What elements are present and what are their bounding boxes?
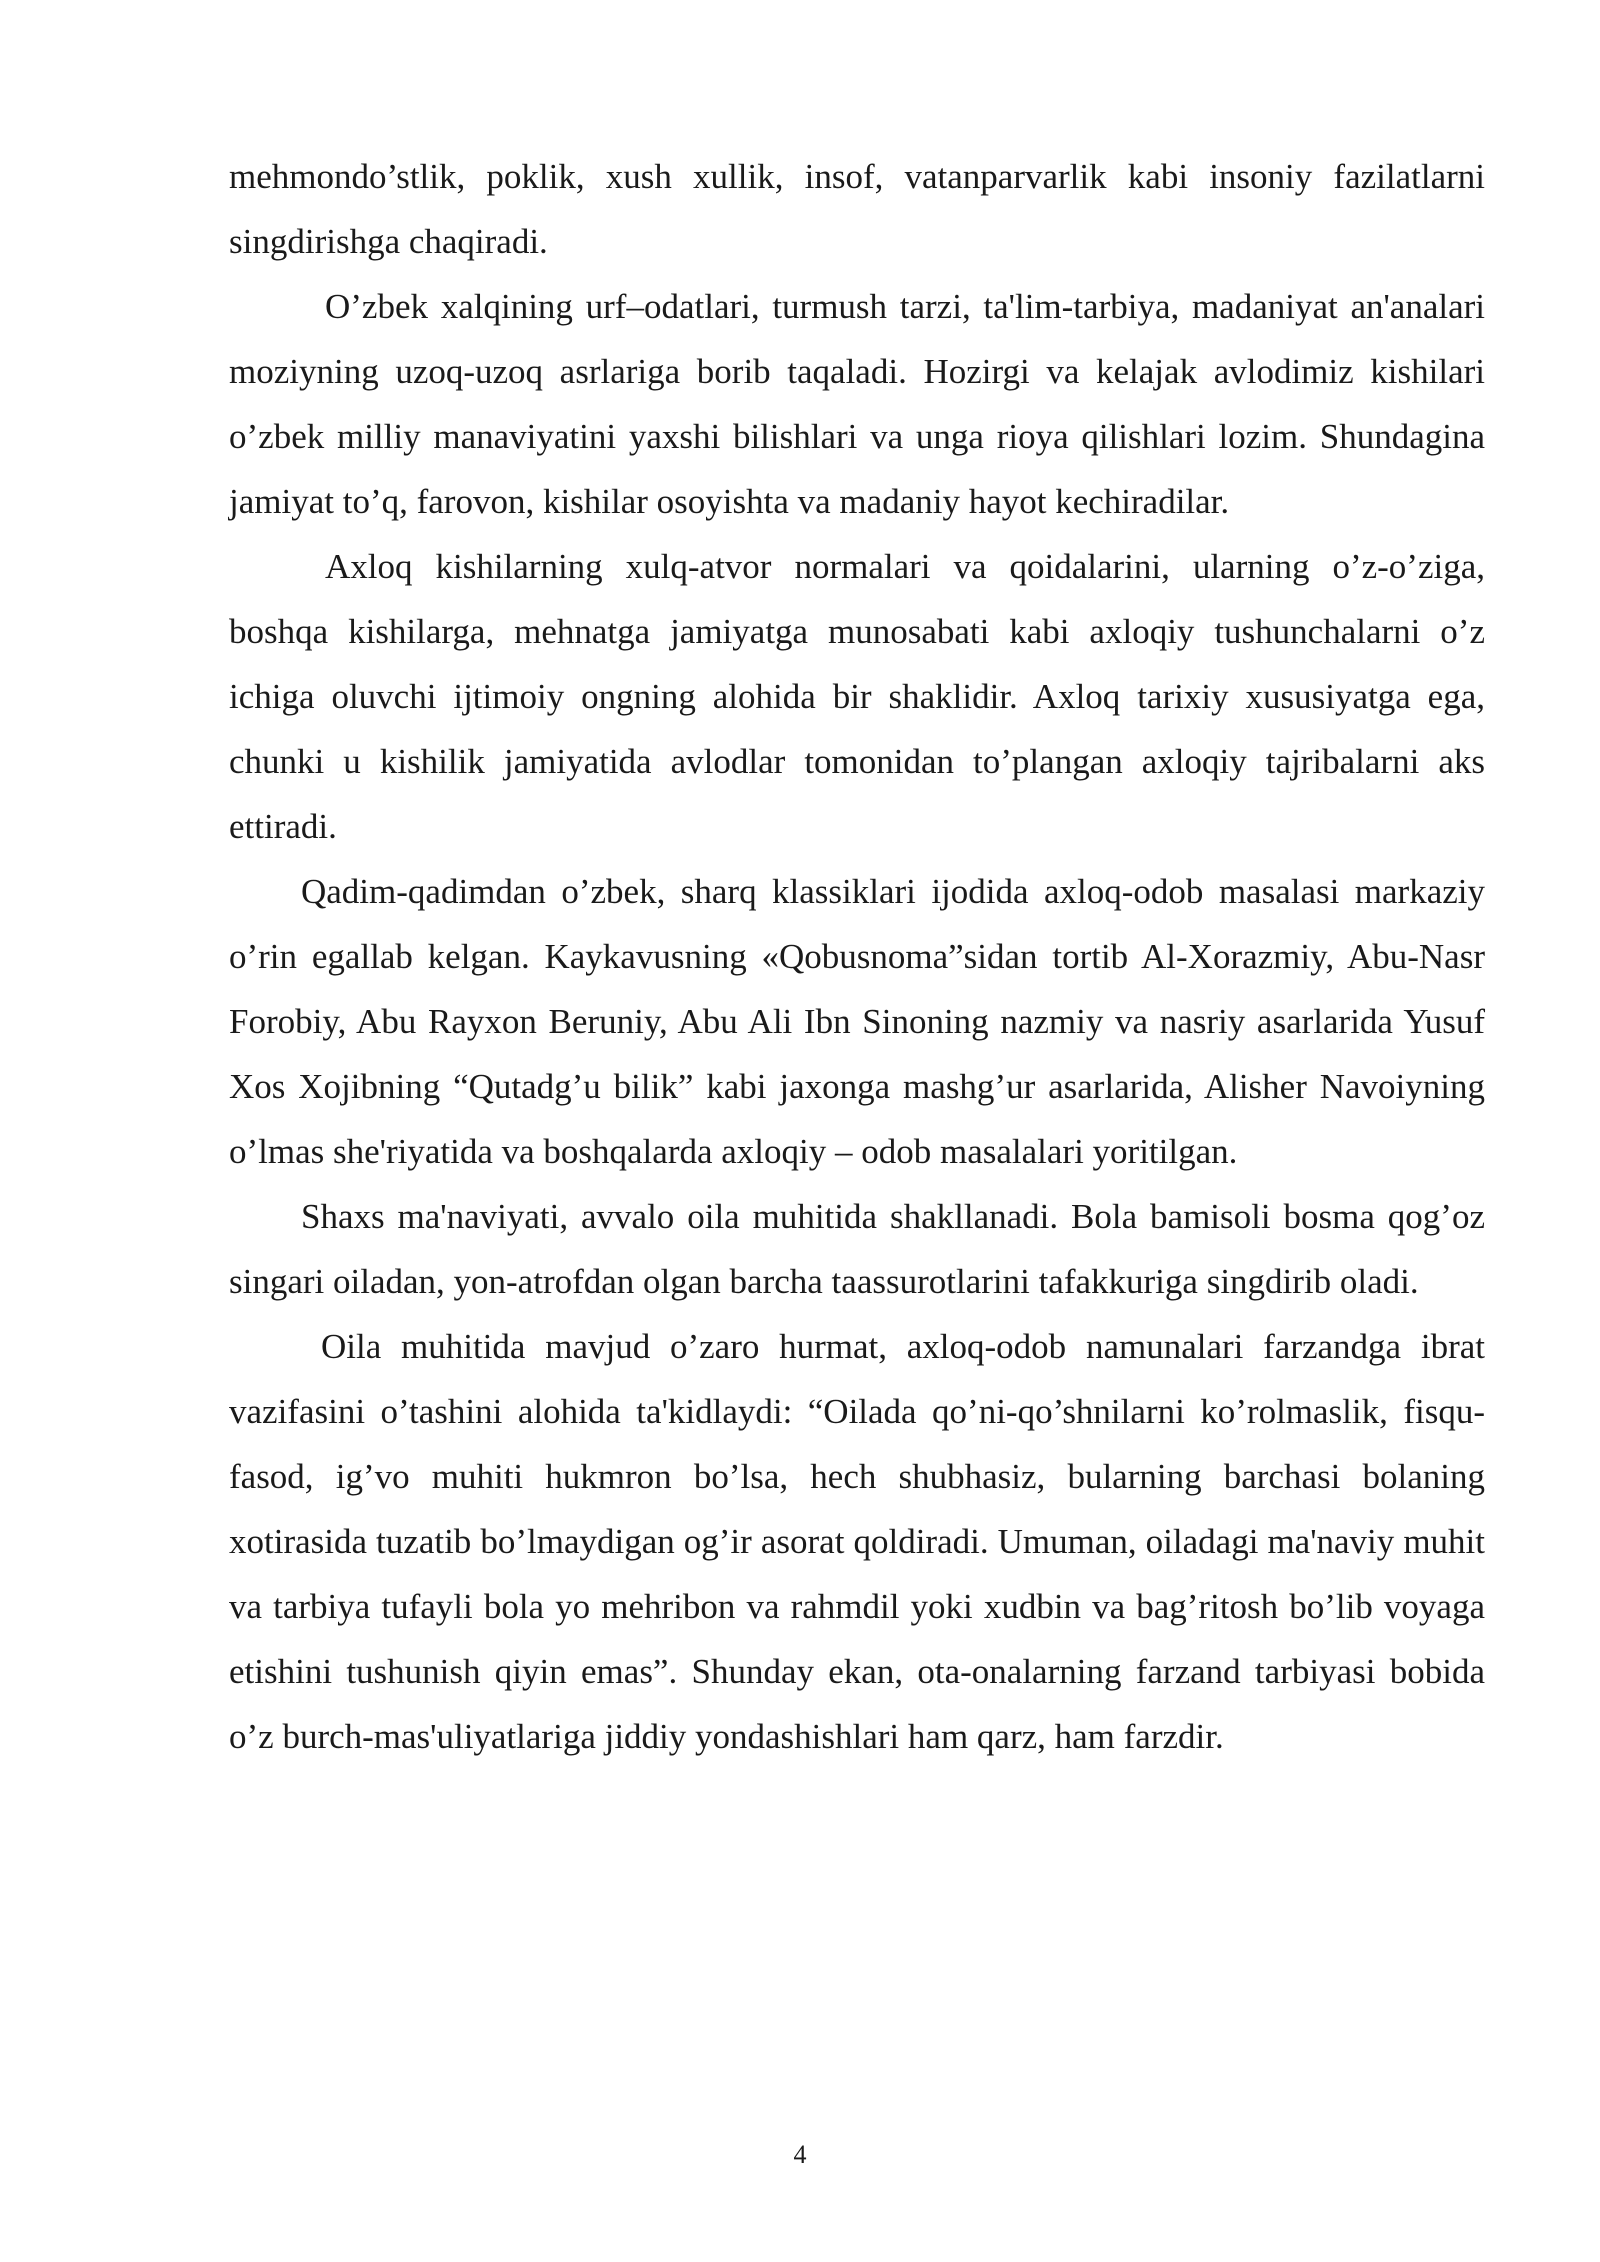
paragraph: Axloq kishilarning xulq-atvor normalari va qoidalarini, ularning o’z-o’ziga, boshqa kishilarga, mehnatga jamiyatga munosabati kabi axloqiy tushunchalarni o’z ichiga oluvchi ijtimoiy ongning alohida bir shaklidir. Axloq tarixiy xususiyatga ega, chunki u kishilik jamiyatida avlodlar tomonidan to’plangan axloqiy tajribalarni aks ettiradi.	[229, 547, 1485, 846]
paragraph: Qadim-qadimdan o’zbek, sharq klassiklari ijodida axloq-odob masalasi markaziy o’rin egallab kelgan. Kaykavusning «Qobusnoma”sidan tortib Al-Xorazmiy, Abu-Nasr Forobiy, Abu Rayxon Beruniy, Abu Ali Ibn Sinoning nazmiy va nasriy asarlarida Yusuf Xos Xojibning “Qutadg’u bilik” kabi jaxonga mashg’ur asarlarida, Alisher Navoiyning o’lmas she'riyatida va boshqalarda axloqiy – odob masalalari yoritilgan.	[229, 872, 1485, 1171]
paragraph: mehmondo’stlik, poklik, xush xullik, insof, vatanparvarlik kabi insoniy fazilatlarni singdirishga chaqiradi.	[229, 157, 1485, 261]
body-text	[229, 144, 1485, 1769]
paragraph: Oila muhitida mavjud o’zaro hurmat, axloq-odob namunalari farzandga ibrat vazifasini o’tashini alohida ta'kidlaydi: “Oilada qo’ni-qo’shnilarni ko’rolmaslik, fisqu-fasod, ig’vo muhiti hukmron bo’lsa, hech shubhasiz, bularning barchasi bolaning xotirasida tuzatib bo’lmaydigan og’ir asorat qoldiradi. Umuman, oiladagi ma'naviy muhit va tarbiya tufayli bola yo mehribon va rahmdil yoki xudbin va bag’ritosh bo’lib voyaga etishini tushunish qiyin emas”. Shunday ekan, ota-onalarning farzand tarbiyasi bobida o’z burch-mas'uliyatlariga jiddiy yondashishlari ham qarz, ham farzdir.	[229, 1327, 1485, 1756]
page-number: 4	[793, 2140, 807, 2169]
paragraph: Shaxs ma'naviyati, avvalo oila muhitida shakllanadi. Bola bamisoli bosma qog’oz singari oiladan, yon-atrofdan olgan barcha taassurotlarini tafakkuriga singdirib oladi.	[229, 1197, 1485, 1301]
paragraph: O’zbek xalqining urf–odatlari, turmush tarzi, ta'lim-tarbiya, madaniyat an'analari moziyning uzoq-uzoq asrlariga borib taqaladi. Hozirgi va kelajak avlodimiz kishilari o’zbek milliy manaviyatini yaxshi bilishlari va unga rioya qilishlari lozim. Shundagina jamiyat to’q, farovon, kishilar osoyishta va madaniy hayot kechiradilar.	[229, 287, 1485, 521]
